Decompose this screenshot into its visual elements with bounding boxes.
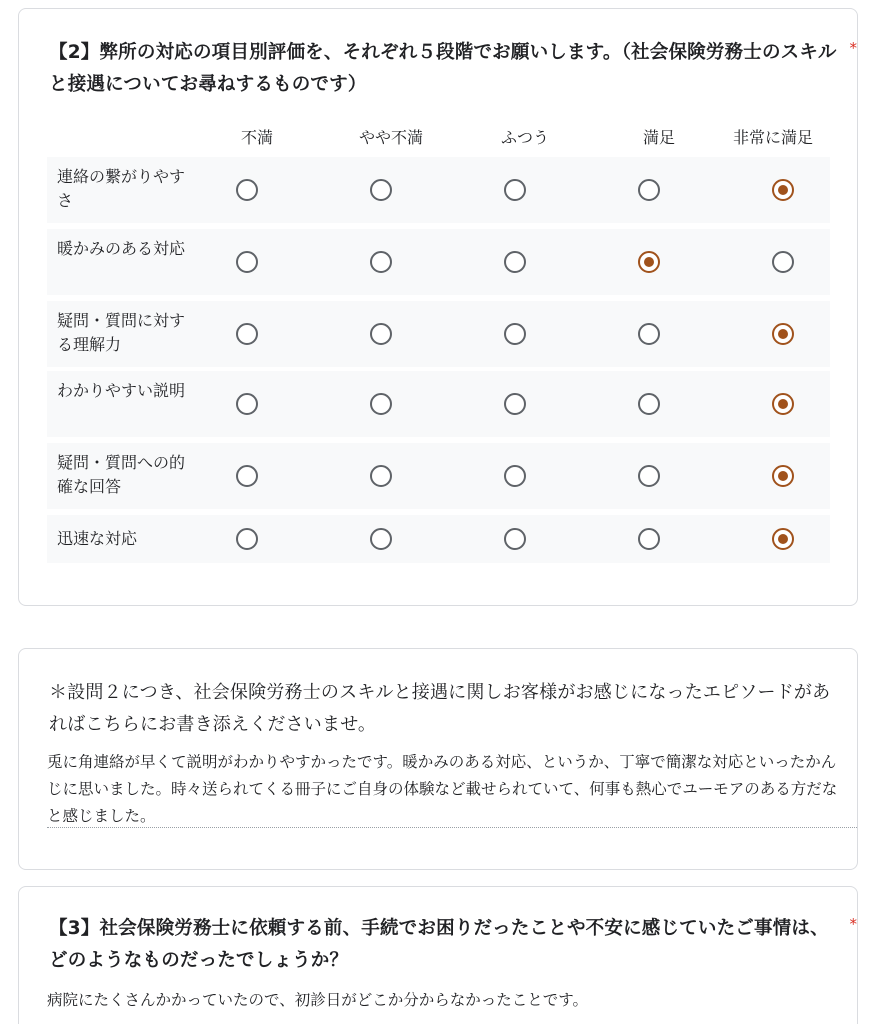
radio-button-1[interactable] xyxy=(236,393,258,415)
radio-button-1[interactable] xyxy=(236,179,258,201)
table-row xyxy=(47,157,830,223)
radio-button-3[interactable] xyxy=(504,393,526,415)
column-header-3: ふつう xyxy=(500,128,549,147)
required-mark: * xyxy=(849,39,857,57)
radio-button-1[interactable] xyxy=(236,465,258,487)
question-card-3 xyxy=(18,886,858,1024)
answer-text[interactable]: 兎に角連絡が早くて説明がわかりやすかったです。暖かみのある対応、というか、丁寧で簡潔な対応といったかんじに思いました。時々送られてくる冊子にご自身の体験など載せられていて、何事も熱心でユーモアのある方だなと感じました。 xyxy=(47,753,838,825)
table-row xyxy=(47,371,830,437)
radio-button-3[interactable] xyxy=(504,528,526,550)
radio-button-5[interactable] xyxy=(772,323,794,345)
table-row xyxy=(47,301,830,367)
radio-button-3[interactable] xyxy=(504,251,526,273)
radio-button-5[interactable] xyxy=(772,251,794,273)
radio-button-2[interactable] xyxy=(370,465,392,487)
row-label: 連絡の繋がりやすさ xyxy=(57,167,186,210)
question-title: ＊設問２につき、社会保険労務士のスキルと接遇に関しお客様がお感じになったエピソードがあればこちらにお書き添えくださいませ。 xyxy=(49,682,831,735)
table-row xyxy=(47,515,830,563)
radio-button-1[interactable] xyxy=(236,251,258,273)
question-title: 【2】弊所の対応の項目別評価を、それぞれ５段階でお願いします。（社会保険労務士のスキルと接遇についてお尋ねするものです） xyxy=(49,42,837,95)
radio-button-2[interactable] xyxy=(370,251,392,273)
row-label: 疑問・質問への的確な回答 xyxy=(57,453,186,496)
radio-button-1[interactable] xyxy=(236,528,258,550)
radio-button-5[interactable] xyxy=(772,393,794,415)
question-card-2 xyxy=(18,8,858,606)
row-label: 迅速な対応 xyxy=(57,529,138,548)
radio-button-4[interactable] xyxy=(638,465,660,487)
radio-button-5[interactable] xyxy=(772,465,794,487)
radio-button-2[interactable] xyxy=(370,393,392,415)
radio-button-3[interactable] xyxy=(504,323,526,345)
radio-button-4[interactable] xyxy=(638,323,660,345)
radio-button-2[interactable] xyxy=(370,528,392,550)
radio-button-4[interactable] xyxy=(638,251,660,273)
radio-button-4[interactable] xyxy=(638,393,660,415)
row-label: わかりやすい説明 xyxy=(57,381,186,400)
table-row xyxy=(47,229,830,295)
radio-button-1[interactable] xyxy=(236,323,258,345)
radio-button-3[interactable] xyxy=(504,179,526,201)
column-header-1: 不満 xyxy=(240,128,273,147)
radio-button-5[interactable] xyxy=(772,179,794,201)
answer-text[interactable]: 病院にたくさんかかっていたので、初診日がどこか分からなかったことです。 xyxy=(47,991,588,1009)
radio-button-4[interactable] xyxy=(638,179,660,201)
table-row xyxy=(47,443,830,509)
column-header-5: 非常に満足 xyxy=(733,128,814,147)
question-card-episode xyxy=(18,648,858,870)
radio-button-2[interactable] xyxy=(370,179,392,201)
radio-button-3[interactable] xyxy=(504,465,526,487)
row-label: 疑問・質問に対する理解力 xyxy=(57,311,186,354)
radio-button-4[interactable] xyxy=(638,528,660,550)
question-title: 【3】社会保険労務士に依頼する前、手続でお困りだったことや不安に感じていたご事情は、どのようなものだったでしょうか？ xyxy=(49,918,829,971)
radio-button-5[interactable] xyxy=(772,528,794,550)
answer-underline xyxy=(47,827,858,828)
row-label: 暖かみのある対応 xyxy=(57,239,186,258)
column-header-2: やや不満 xyxy=(358,128,423,147)
radio-button-2[interactable] xyxy=(370,323,392,345)
required-mark: * xyxy=(849,915,857,933)
column-header-4: 満足 xyxy=(642,128,675,147)
